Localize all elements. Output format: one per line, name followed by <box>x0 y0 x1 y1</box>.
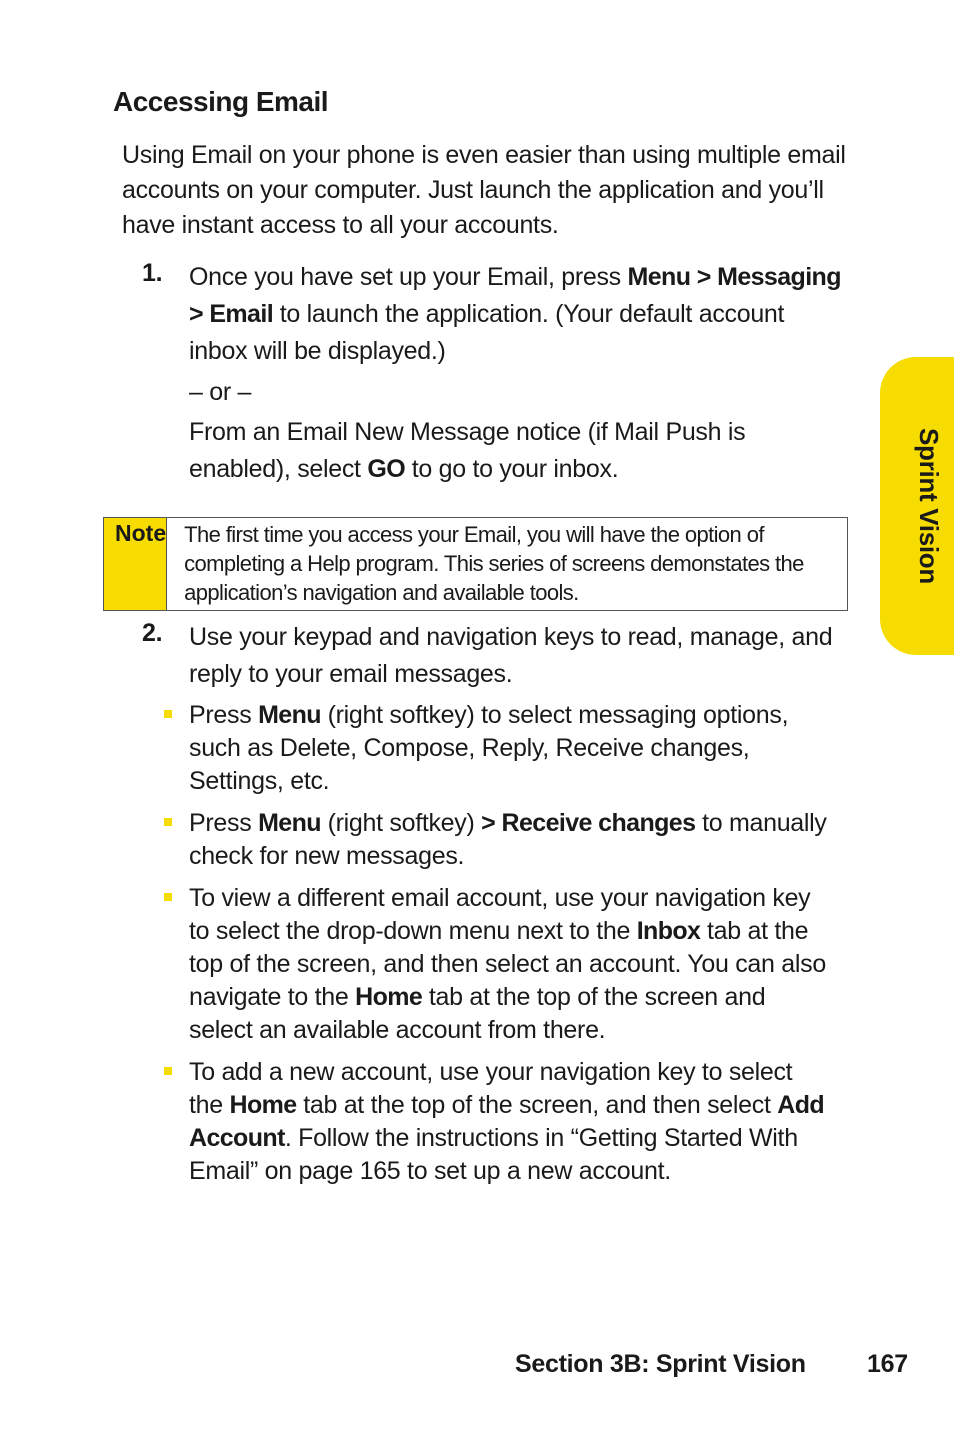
step-number: 1. <box>142 259 163 287</box>
step-2-bullets <box>142 699 842 1188</box>
section-heading: Accessing Email <box>113 86 329 117</box>
menu-path: Menu > Messaging > Email <box>189 263 841 328</box>
list-item: To add a new account, use your navigation key to select the Home tab at the top of the screen, and then select Add Account. Follow the instructions in “Getting Started With Email” on page 165 to set up a new account. <box>142 1056 829 1188</box>
intro-paragraph: Using Email on your phone is even easier than using multiple email accounts on your computer. Just launch the application and you’ll have instant access to all your accounts. <box>122 141 846 239</box>
step-1-alt-text: From an Email New Message notice (if Mail Push is enabled), select GO to go to your inbox. <box>189 418 746 483</box>
list-item: Press Menu (right softkey) to select messaging options, such as Delete, Compose, Reply, Receive changes, Settings, etc. <box>142 699 829 798</box>
step-1-text: Once you have set up your Email, press Menu > Messaging > Email to launch the application. (Your default account inbox will be displayed.) <box>189 263 841 365</box>
step-2 <box>142 619 842 1197</box>
note-box <box>103 517 848 611</box>
footer-section-title: Section 3B: Sprint Vision <box>515 1350 806 1378</box>
bullet-square-icon <box>164 1067 172 1075</box>
note-label: Note <box>104 518 167 610</box>
step-number: 2. <box>142 619 163 647</box>
bullet-square-icon <box>164 893 172 901</box>
bullet-square-icon <box>164 818 172 826</box>
bullet-square-icon <box>164 710 172 718</box>
list-item: Press Menu (right softkey) > Receive changes to manually check for new messages. <box>142 807 829 873</box>
list-item: To view a different email account, use your navigation key to select the drop-down menu next to the Inbox tab at the top of the screen, and then select an account. You can also navigate to the Home tab at the top of the screen and select an available account from there. <box>142 882 829 1047</box>
step-1 <box>142 259 842 488</box>
side-tab-label: Sprint Vision <box>914 428 944 584</box>
go-key: GO <box>367 455 406 483</box>
page-number: 167 <box>867 1350 908 1378</box>
step-2-text: Use your keypad and navigation keys to read, manage, and reply to your email messages. <box>189 623 833 688</box>
note-text: The first time you access your Email, you will have the option of completing a Help program. This series of screens demonstates the application’s navigation and available tools. <box>184 522 804 605</box>
or-separator: – or – <box>189 378 252 406</box>
